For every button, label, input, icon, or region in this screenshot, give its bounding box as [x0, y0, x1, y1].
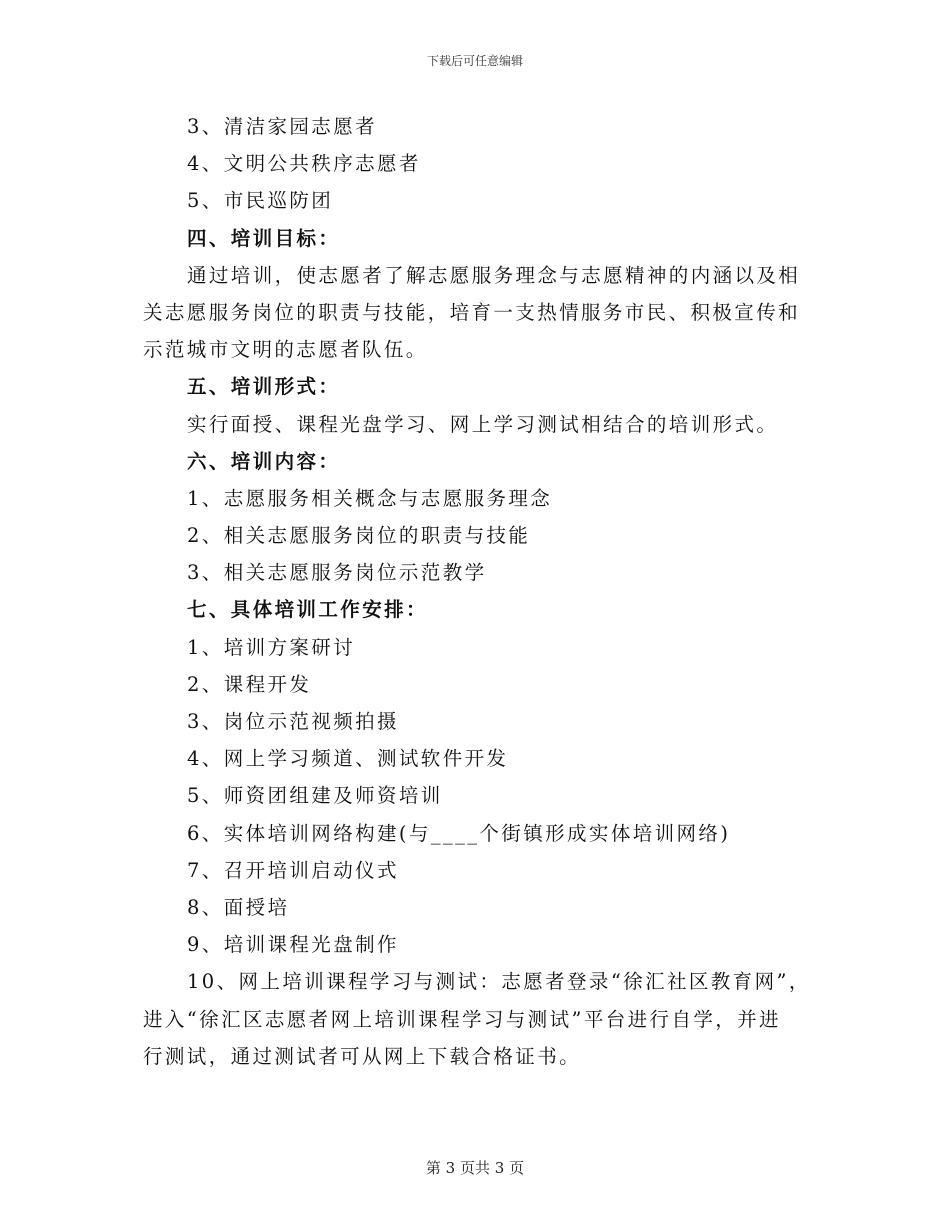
text-line: 2、相关志愿服务岗位的职责与技能: [187, 524, 531, 548]
text-line: 8、面授培: [187, 895, 290, 919]
text-line: 10、网上培训课程学习与测试：志愿者登录“徐汇社区教育网”，: [187, 970, 811, 994]
text-line: 关志愿服务岗位的职责与技能，培育一支热情服务市民、积极宣传和: [143, 300, 801, 324]
text-line: 3、相关志愿服务岗位示范教学: [187, 561, 487, 585]
text-line: 7、召开培训启动仪式: [187, 858, 399, 882]
text-line: 9、培训课程光盘制作: [187, 933, 399, 957]
text-line: 6、实体培训网络构建(与____个街镇形成实体培训网络): [187, 821, 731, 845]
section-heading: 六、培训内容：: [187, 449, 341, 473]
text-line: 示范城市文明的志愿者队伍。: [143, 338, 428, 362]
text-line: 实行面授、课程光盘学习、网上学习测试相结合的培训形式。: [187, 412, 779, 436]
text-line: 3、岗位示范视频拍摄: [187, 710, 399, 733]
page-header: 下载后可任意编辑: [426, 54, 523, 68]
text-line: 行测试，通过测试者可从网上下载合格证书。: [143, 1044, 582, 1068]
page-footer: 第 3 页共 3 页: [425, 1159, 525, 1177]
text-line: 2、课程开发: [187, 672, 312, 696]
text-line: 进入“徐汇区志愿者网上培训课程学习与测试”平台进行自学，并进: [143, 1007, 781, 1031]
text-line: 5、师资团组建及师资培训: [187, 784, 443, 808]
text-line: 4、网上学习频道、测试软件开发: [187, 747, 509, 771]
section-heading: 七、具体培训工作安排：: [187, 598, 428, 622]
text-line: 1、志愿服务相关概念与志愿服务理念: [187, 486, 553, 510]
section-heading: 四、培训目标：: [187, 226, 341, 250]
text-line: 3、清洁家园志愿者: [187, 115, 378, 138]
text-line: 通过培训，使志愿者了解志愿服务理念与志愿精神的内涵以及相: [187, 263, 801, 287]
text-line: 4、文明公共秩序志愿者: [187, 152, 421, 176]
section-heading: 五、培训形式：: [187, 375, 341, 399]
text-line: 1、培训方案研讨: [187, 635, 356, 659]
document-body: [143, 108, 811, 1075]
text-line: 5、市民巡防团: [187, 189, 334, 213]
